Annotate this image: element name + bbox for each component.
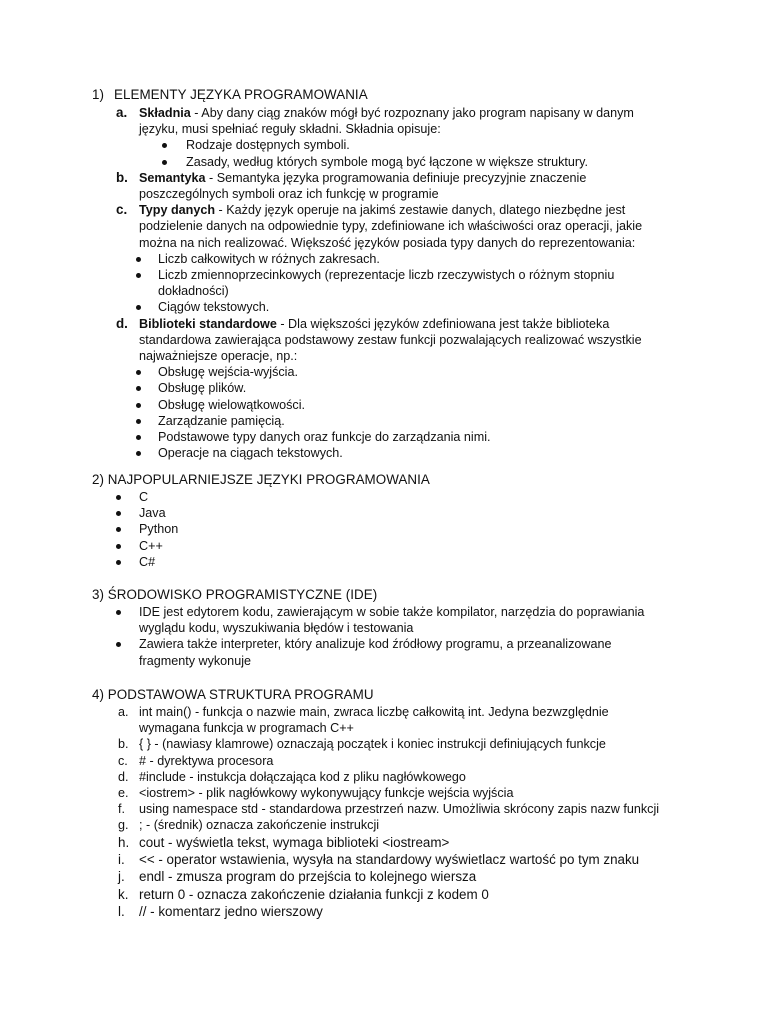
item-d-term: Biblioteki standardowe	[139, 316, 277, 331]
list-item	[0, 753, 679, 769]
list-item-text: fragmenty wykonuje	[139, 653, 251, 668]
list-item-text: C++	[139, 538, 163, 553]
list-marker: d.	[118, 769, 129, 784]
bullet-icon	[116, 642, 121, 647]
bullet-icon	[136, 257, 141, 262]
list-item	[0, 868, 679, 885]
section-3-heading: 3) ŚRODOWISKO PROGRAMISTYCZNE (IDE)	[92, 587, 378, 602]
list-item-text: Zarządzanie pamięcią.	[158, 413, 285, 428]
list-item	[0, 505, 679, 521]
list-item-text: << - operator wstawienia, wysyła na standardowy wyświetlacz wartość po tym znaku	[139, 852, 640, 868]
section-1-content	[0, 105, 679, 461]
list-item-text: cout - wyświetla tekst, wymaga biblioteki <iostream>	[139, 834, 450, 850]
bullet-icon	[136, 419, 141, 424]
list-item	[0, 521, 679, 537]
languages-list	[0, 489, 768, 570]
item-d-line3	[0, 348, 679, 364]
list-marker: g.	[118, 818, 129, 833]
list-item-continuation	[0, 283, 670, 299]
list-item-text: Obsługę wielowątkowości.	[158, 397, 305, 412]
list-item	[0, 380, 670, 396]
list-item-text: endl - zmusza program do przejścia to kolejnego wiersza	[139, 869, 477, 885]
bullet-icon	[116, 495, 121, 500]
list-item	[0, 413, 670, 429]
list-item-continuation	[0, 620, 679, 636]
list-marker: e.	[118, 786, 129, 801]
item-c-line2	[0, 218, 679, 234]
bullet-icon	[116, 610, 121, 615]
list-item	[0, 154, 666, 170]
section-1-number: 1)	[92, 87, 105, 102]
list-item-text: # - dyrektywa procesora	[139, 753, 274, 768]
bullet-icon	[162, 160, 167, 165]
list-item-text: wymagana funkcja w programach C++	[139, 721, 354, 736]
list-item	[0, 903, 679, 920]
list-item-text: IDE jest edytorem kodu, zawierającym w sobie także kompilator, narzędzia do poprawiania	[139, 605, 645, 619]
list-item	[0, 364, 670, 380]
item-c-line1	[0, 202, 679, 218]
bullet-icon	[136, 435, 141, 440]
list-item-continuation	[0, 720, 679, 736]
item-b-term: Semantyka	[139, 170, 206, 185]
bullet-icon	[136, 305, 141, 310]
list-item	[0, 137, 666, 153]
list-item	[0, 817, 679, 833]
bullet-icon	[136, 451, 141, 456]
item-d-text1: - Dla większości języków zdefiniowana jest także biblioteka	[276, 316, 610, 331]
list-item-text: Liczb całkowitych w różnych zakresach.	[158, 251, 380, 266]
item-a-line2	[0, 121, 679, 137]
section-4-heading: 4) PODSTAWOWA STRUKTURA PROGRAMU	[92, 687, 374, 702]
bullet-icon	[136, 273, 141, 278]
list-item	[0, 769, 679, 785]
list-item-text: return 0 - oznacza zakończenie działania funkcji z kodem 0	[139, 886, 489, 902]
item-a-term: Składnia	[139, 106, 191, 120]
list-item-text: #include - instukcja dołączająca kod z pliku nagłówkowego	[139, 769, 466, 784]
list-marker: k.	[118, 886, 129, 902]
list-item	[0, 489, 679, 505]
bullet-icon	[136, 370, 141, 375]
item-a-text1: - Aby dany ciąg znaków mógł być rozpoznany jako program napisany w danym	[190, 106, 634, 120]
list-marker: f.	[118, 802, 125, 817]
list-item	[0, 801, 679, 817]
list-item	[0, 736, 679, 752]
bullet-icon	[116, 511, 121, 516]
program-structure-list	[0, 704, 768, 921]
list-item-text: Liczb zmiennoprzecinkowych (reprezentacje liczb rzeczywistych o różnym stopniu	[158, 268, 615, 283]
list-item	[0, 299, 670, 315]
list-item-text: Podstawowe typy danych oraz funkcje do zarządzania nimi.	[158, 430, 491, 445]
item-c-marker: c.	[116, 202, 128, 218]
list-marker: c.	[118, 753, 128, 768]
list-item	[0, 538, 679, 554]
list-item-text: <iostrem> - plik nagłówkowy wykonywujący funkcje wejścia wyjścia	[139, 786, 514, 801]
item-b-text1: - Semantyka języka programowania definiuje precyzyjnie znaczenie	[205, 170, 587, 185]
bullet-icon	[116, 527, 121, 532]
list-item-text: { } - (nawiasy klamrowe) oznaczają początek i koniec instrukcji definiujących funkcje	[139, 737, 606, 752]
item-c-text2: podzielenie danych na odpowiednie typy, zdefiniowane ich właściwości oraz operacji, jakie	[139, 219, 643, 234]
list-marker: i.	[118, 852, 125, 868]
item-d-line1	[0, 316, 679, 332]
item-d-text3: najważniejsze operacje, np.:	[139, 349, 298, 364]
item-d-marker: d.	[116, 315, 128, 331]
list-item	[0, 604, 679, 620]
bullet-icon	[116, 544, 121, 549]
list-marker: b.	[118, 737, 129, 752]
list-item	[0, 267, 670, 283]
list-item-text: Operacje na ciągach tekstowych.	[158, 446, 343, 461]
list-item-continuation	[0, 653, 679, 669]
list-item-text: Obsługę wejścia-wyjścia.	[158, 365, 298, 380]
item-b-line1	[0, 170, 679, 186]
item-b-text2: poszczególnych symboli oraz ich funkcję w programie	[139, 187, 439, 202]
list-item	[0, 636, 679, 652]
section-1-title: ELEMENTY JĘZYKA PROGRAMOWANIA	[114, 87, 368, 102]
list-item-text: C	[139, 490, 149, 504]
list-marker: l.	[118, 904, 125, 920]
list-item	[0, 554, 679, 570]
list-item-text: // - komentarz jedno wierszowy	[139, 904, 323, 920]
list-item-text: dokładności)	[158, 284, 229, 299]
list-item-text: Zawiera także interpreter, który analizuje kod źródłowy programu, a przeanalizowane	[139, 637, 612, 652]
list-item-text: C#	[139, 554, 156, 569]
list-item-text: int main() - funkcja o nazwie main, zwraca liczbę całkowitą int. Jedyna bezwzględnie	[139, 705, 609, 719]
item-c-line3	[0, 235, 679, 251]
ide-list	[0, 604, 768, 669]
list-item	[0, 851, 679, 868]
list-item	[0, 429, 670, 445]
list-item-text: Rodzaje dostępnych symboli.	[186, 138, 350, 153]
item-a-line1	[0, 105, 679, 121]
list-item-text: Zasady, według których symbole mogą być łączone w większe struktury.	[186, 154, 588, 169]
list-item-text: Obsługę plików.	[158, 381, 247, 396]
list-item	[0, 834, 679, 851]
list-marker: h.	[118, 834, 130, 850]
list-marker: j.	[118, 869, 125, 885]
list-item	[0, 704, 679, 720]
list-item-text: using namespace std - standardowa przestrzeń nazw. Umożliwia skrócony zapis nazw funkcji	[139, 802, 660, 817]
item-c-text3: można na nich realizować. Większość języków posiada typy danych do reprezentowania:	[139, 235, 636, 250]
list-item-text: Ciągów tekstowych.	[158, 300, 270, 315]
list-item	[0, 251, 670, 267]
bullet-icon	[162, 143, 167, 148]
list-item-text: Python	[139, 522, 179, 537]
list-marker: a.	[118, 705, 129, 719]
list-item	[0, 886, 679, 903]
item-a-text2: języku, musi spełniać reguły składni. Składnia opisuje:	[139, 122, 441, 137]
item-b-marker: b.	[116, 169, 128, 185]
list-item	[0, 785, 679, 801]
list-item-text: ; - (średnik) oznacza zakończenie instrukcji	[139, 818, 380, 833]
item-d-line2	[0, 332, 679, 348]
bullet-icon	[116, 560, 121, 565]
bullet-icon	[136, 386, 141, 391]
item-a-marker: a.	[116, 105, 128, 120]
list-item-text: wyglądu kodu, wyszukiwania błędów i testowania	[139, 621, 414, 636]
item-c-text1: - Każdy język operuje na jakimś zestawie danych, dlatego niezbędne jest	[215, 203, 626, 218]
section-1-heading	[92, 87, 368, 103]
item-c-term: Typy danych	[139, 203, 216, 218]
bullet-icon	[136, 403, 141, 408]
list-item	[0, 397, 670, 413]
list-item-text: Java	[139, 506, 166, 521]
list-item	[0, 445, 670, 461]
section-2-heading: 2) NAJPOPULARNIEJSZE JĘZYKI PROGRAMOWANIA	[92, 472, 430, 487]
item-b-line2	[0, 186, 679, 202]
item-d-text2: standardowa zawierająca podstawowy zestaw funkcji pozwalających realizować wszystkie	[139, 332, 642, 347]
